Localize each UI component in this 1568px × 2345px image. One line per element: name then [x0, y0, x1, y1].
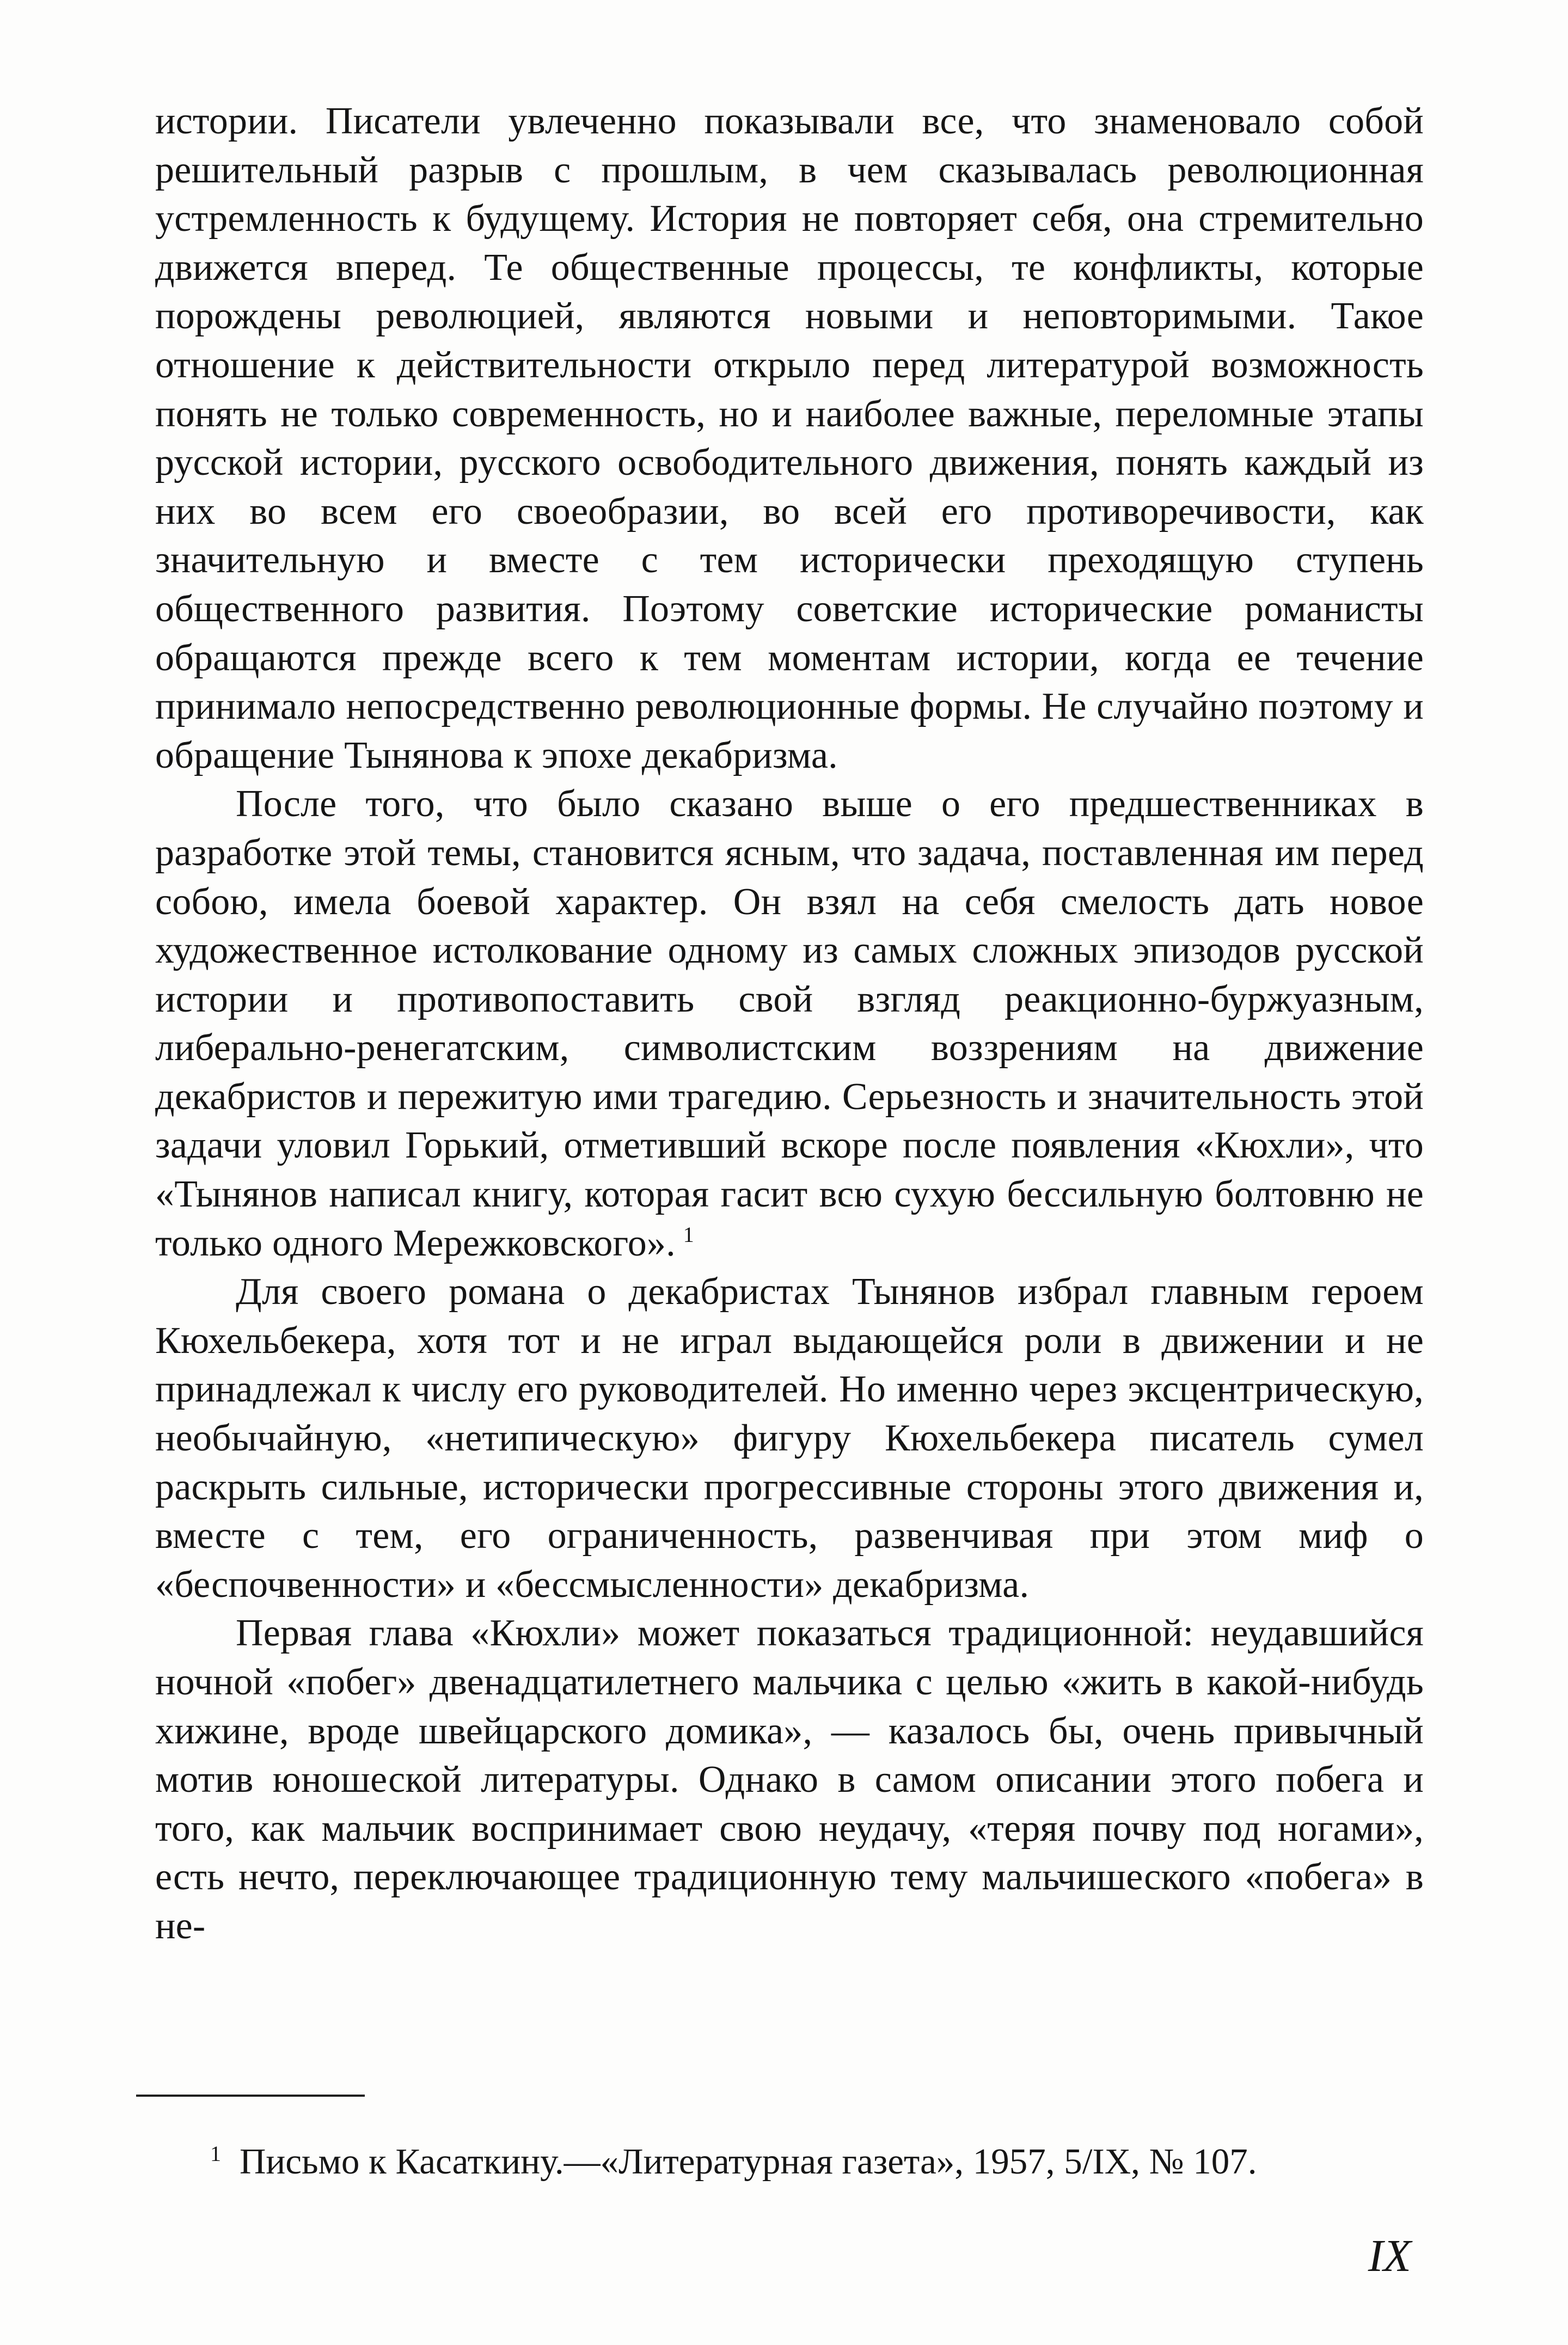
paragraph-1: истории. Писатели увлеченно показывали все, что знаменовало собой решительный разрыв с прошлым, в чем сказывалась революционная устремленность к будущему. История не повторяет себя, она стремительно движется вперед. Те общественные процессы, те конфликты, которые порождены революцией, являются новыми и неповторимыми. Такое отношение к действительности открыло перед литературой возможность понять не только современность, но и наиболее важные, переломные этапы русской истории, русского освободительного движения, понять каждый из них во всем его своеобразии, во всей его противоречивости, как значительную и вместе с тем исторически преходящую ступень общественного развития. Поэтому советские исторические романисты обращаются прежде всего к тем моментам истории, когда ее течение принимало непосредственно революционные формы. Не случайно поэтому и обращение Тынянова к эпохе декабризма.	[155, 100, 1424, 776]
footnote	[210, 2139, 1430, 2184]
body-text	[155, 97, 1424, 1951]
paragraph-4: Первая глава «Кюхли» может показаться традиционной: неудавшийся ночной «побег» двенадцатилетнего мальчика с целью «жить в какой-нибудь хижине, вроде швейцарского домика», — казалось бы, очень привычный мотив юношеской литературы. Однако в самом описании этого побега и того, как мальчик воспринимает свою неудачу, «теряя почву под ногами», есть нечто, переключающее традиционную тему мальчишеского «побега» в не-	[155, 1612, 1424, 1947]
footnote-text: Письмо к Касаткину.—«Литературная газета», 1957, 5/IX, № 107.	[240, 2141, 1257, 2182]
footnote-mark: 1	[210, 2141, 221, 2166]
page-number: IX	[1368, 2231, 1411, 2281]
footnote-reference: 1	[683, 1222, 694, 1247]
footnote-divider	[136, 2095, 365, 2097]
paragraph-2	[155, 780, 1424, 1268]
paragraph-2-text: После того, что было сказано выше о его предшественниках в разработке этой темы, становится ясным, что задача, поставленная им перед собою, имела боевой характер. Он взял на себя смелость дать новое художественное истолкование одному из самых сложных эпизодов русской истории и противопоставить свой взгляд реакционно-буржуазным, либерально-ренегатским, символистским воззрениям на движение декабристов и пережитую ими трагедию. Серьезность и значительность этой задачи уловил Горький, отметивший вскоре после появления «Кюхли», что «Тынянов написал книгу, которая гасит всю сухую бессильную болтовню не только одного Мережковского».	[155, 783, 1424, 1264]
paragraph-3: Для своего романа о декабристах Тынянов избрал главным героем Кюхельбекера, хотя тот и не играл выдающейся роли в движении и не принадлежал к числу его руководителей. Но именно через эксцентрическую, необычайную, «нетипическую» фигуру Кюхельбекера писатель сумел раскрыть сильные, исторически прогрессивные стороны этого движения и, вместе с тем, его ограниченность, развенчивая при этом миф о «беспочвенности» и «бессмысленности» декабризма.	[155, 1271, 1424, 1606]
